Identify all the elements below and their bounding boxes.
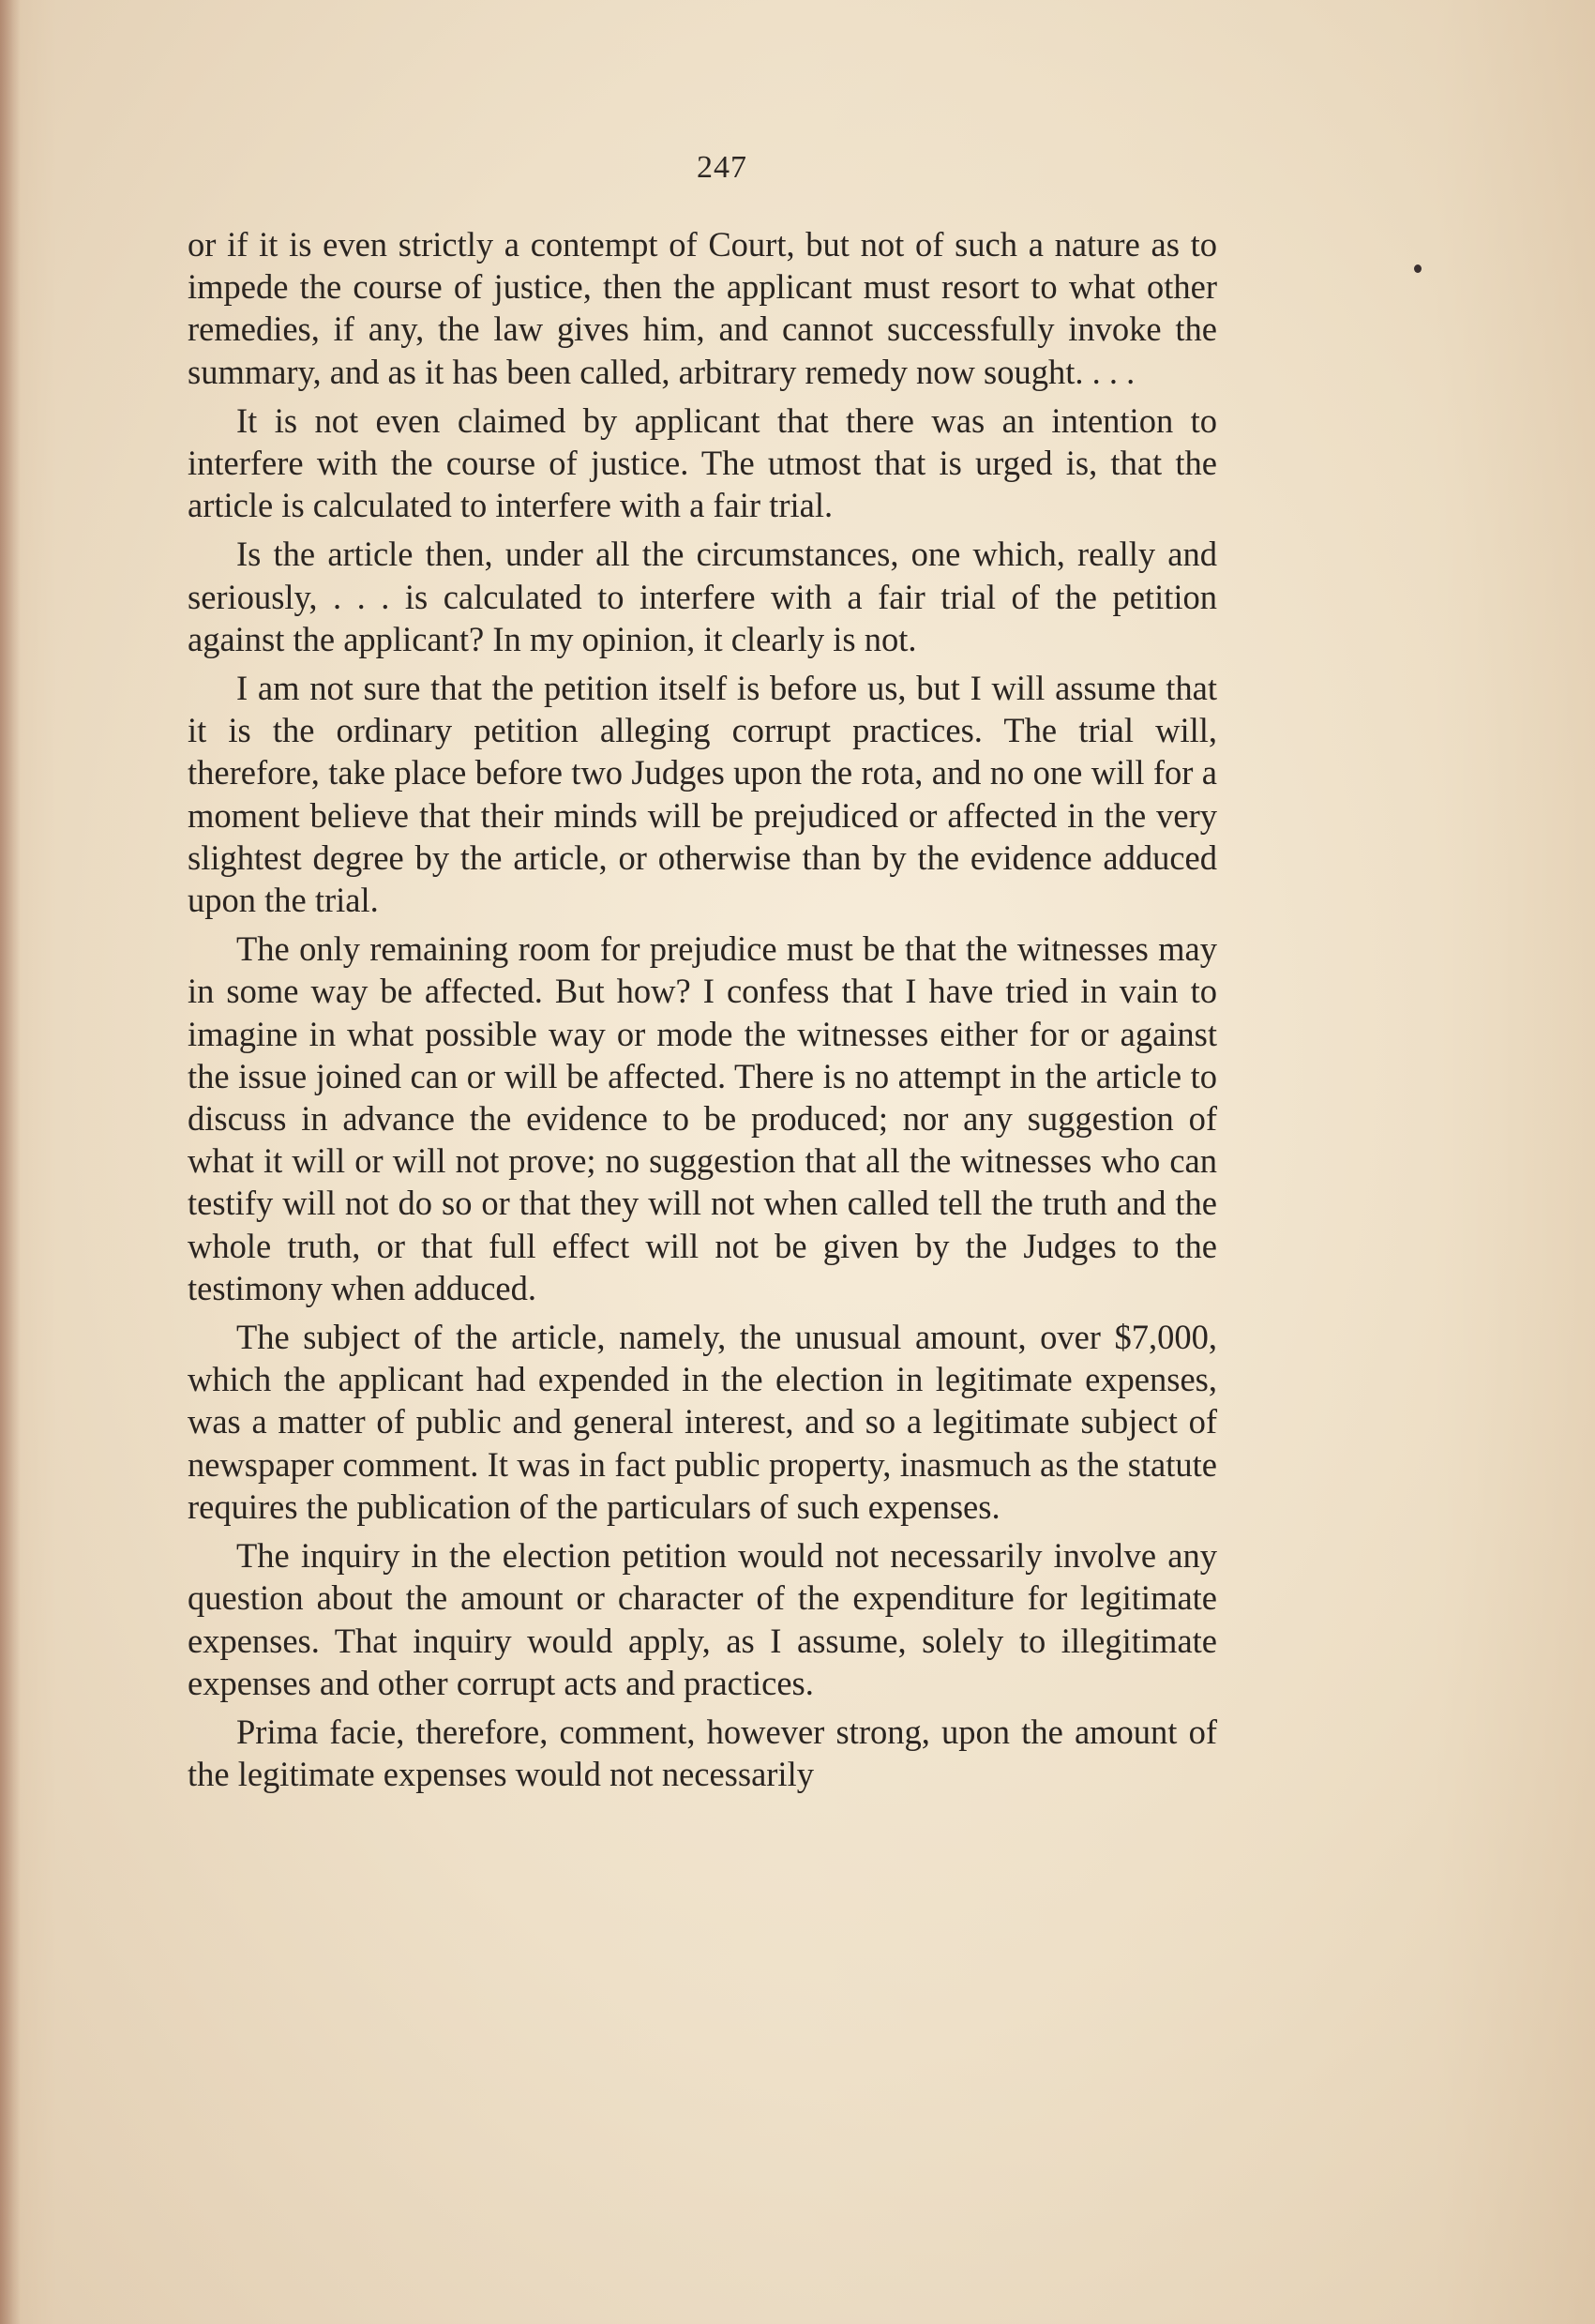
body-text: [188, 223, 1217, 1802]
paragraph: Is the article then, under all the circumstances, one which, really and seriously, . . . is calculated to interfere with a fair trial of the petition against the applicant? In my opinion, it clearly is not.: [188, 535, 1217, 658]
paragraph: Prima facie, therefore, comment, however strong, upon the amount of the legitimate expenses would not necessarily: [188, 1712, 1217, 1794]
paragraph: or if it is even strictly a contempt of Court, but not of such a nature as to impede the course of justice, then the applicant must resort to what other remedies, if any, the law gives him, and cannot successfully invoke the summary, and as it has been called, arbitrary remedy now sought. . . .: [188, 225, 1217, 391]
page-number: 247: [697, 150, 747, 185]
ink-speck: [1414, 264, 1422, 273]
paragraph: The inquiry in the election petition would not necessarily involve any question about the amount or character of the expenditure for legitimate expenses. That inquiry would apply, as I assume, solely to illegitimate expenses and other corrupt acts and practices.: [188, 1536, 1217, 1702]
paragraph: I am not sure that the petition itself is before us, but I will assume that it is the ordinary petition alleging corrupt practices. The trial will, therefore, take place before two Judges upon the rota, and no one will for a moment believe that their minds will be prejudiced or affected in the very slightest degree by the article, or otherwise than by the evidence adduced upon the trial.: [188, 669, 1217, 920]
paragraph: It is not even claimed by applicant that there was an intention to interfere with the course of justice. The utmost that is urged is, that the article is calculated to interfere with a fair trial.: [188, 400, 1217, 525]
binding-shadow: [0, 0, 21, 2324]
paragraph: The subject of the article, namely, the unusual amount, over $7,000, which the applicant had expended in the election in legitimate expenses, was a matter of public and general interest, and so a legitimate subject of newspaper comment. It was in fact public property, inasmuch as the statute requires the publication of the particulars of such expenses.: [188, 1318, 1217, 1526]
paragraph: The only remaining room for prejudice must be that the witnesses may in some way be affected. But how? I confess that I have tried in vain to imagine in what possible way or mode the witnesses either for or against the issue joined can or will be affected. There is no attempt in the article to discuss in advance the evidence to be produced; nor any suggestion of what it will or will not prove; no suggestion that all the witnesses who can testify will not do so or that they will not when called tell the truth and the whole truth, or that full effect will not be given by the Judges to the testimony when adduced.: [188, 929, 1217, 1307]
